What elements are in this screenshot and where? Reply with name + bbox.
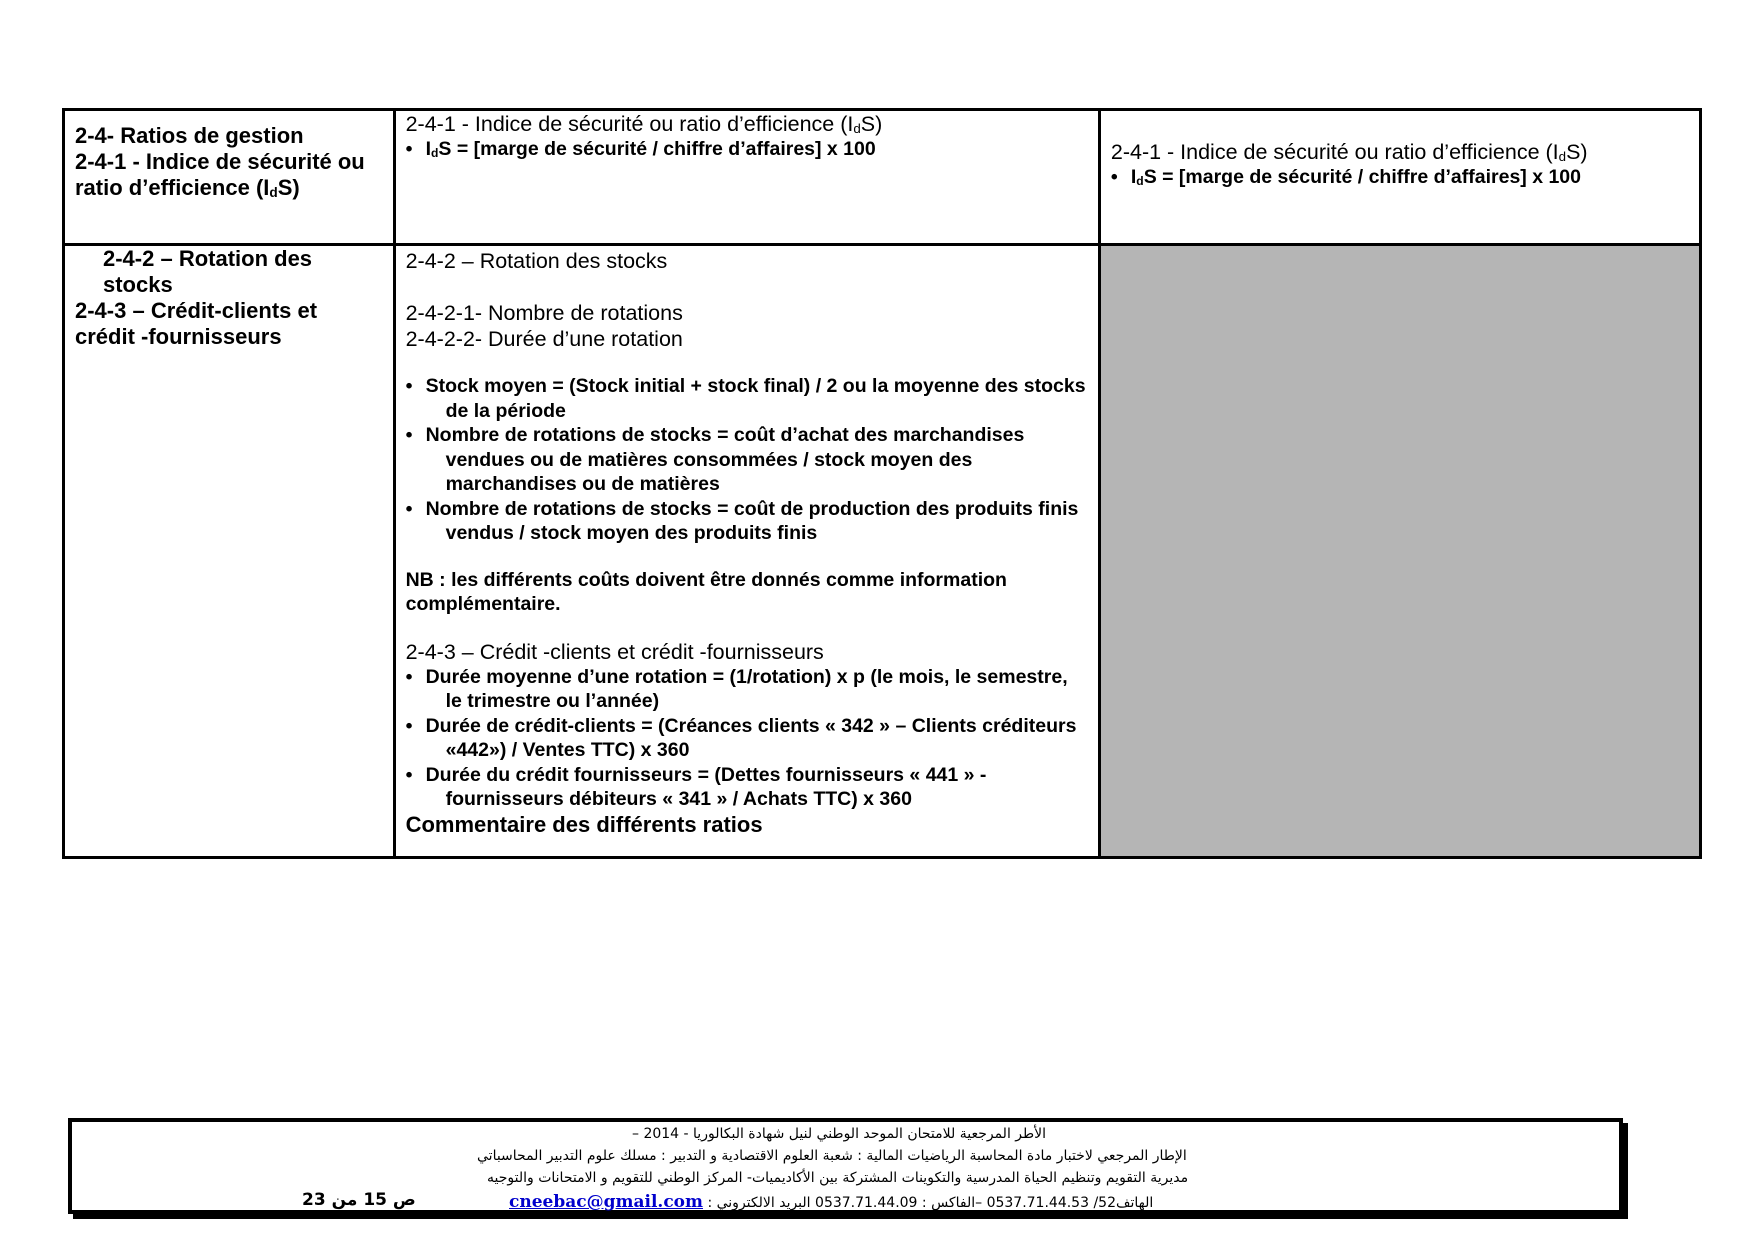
table-row <box>64 110 1701 245</box>
ids-formula-list <box>406 137 1088 162</box>
ids-formula: • $I_dS$ = [marge de sécurité / chiffre d’affaires] x 100 <box>1111 165 1689 190</box>
rotation-title: 2-4-2 – Rotation des <box>103 246 313 271</box>
list-item: • Durée de crédit-clients = (Créances clients « 342 » – Clients créditeurs «442») / Ventes TTC) x 360 <box>406 714 1088 763</box>
ids-heading: 2-4-1 - Indice de sécurité ou ratio d’efficience $(I_dS)$ <box>1110 140 1588 164</box>
footer-phone-fax: الهاتف52/ 0537.71.44.53 –الفاكس : 0537.71.44.09 البريد الالكتروني : <box>707 1195 1154 1211</box>
row1-content-cell <box>394 110 1099 245</box>
stock-formula-list <box>406 374 1088 546</box>
row1-title-cell <box>64 110 395 245</box>
comment-heading: Commentaire des différents ratios <box>405 811 763 837</box>
footer-directorate: مديرية التقويم وتنظيم الحياة المدرسية والتكوينات المشتركة بين الأكاديميات- المركز الوطني للتقويم و الامتحانات والتوجيه <box>487 1170 1189 1186</box>
list-item: • Durée du crédit fournisseurs = (Dettes fournisseurs « 441 » - fournisseurs débiteurs « 341 » / Achats TTC) x 360 <box>406 763 1088 812</box>
row2-title-cell <box>64 245 395 858</box>
row1-answer-cell <box>1099 110 1700 245</box>
subsection-title: 2-4-1 - Indice de sécurité ou <box>75 149 365 174</box>
ids-formula: • $I_dS$ = [marge de sécurité / chiffre d’affaires] x 100 <box>406 137 1088 162</box>
footer-title: الأطر المرجعية للامتحان الموحد الوطني لنيل شهادة البكالوريا - 2014 – <box>632 1126 1047 1142</box>
credit-heading: 2-4-3 – Crédit -clients et crédit -fournisseurs <box>405 639 824 664</box>
page-footer <box>68 1118 1623 1214</box>
table-row <box>64 245 1701 858</box>
list-item: • Nombre de rotations de stocks = coût de production des produits finis vendus / stock moyen des produits finis <box>406 497 1088 546</box>
row2-content-cell <box>394 245 1099 858</box>
footer-contact <box>509 1192 1153 1212</box>
row2-empty-answer-cell <box>1099 245 1700 858</box>
subsection-title-cont: ratio d’efficience $(I_dS)$ <box>75 175 300 200</box>
rotation-count-heading: 2-4-2-1- Nombre de rotations <box>405 301 683 325</box>
ratios-table <box>62 108 1702 859</box>
credit-formula-list <box>406 665 1088 812</box>
rotation-duration-heading: 2-4-2-2- Durée d’une rotation <box>405 327 683 351</box>
nb-note: NB : les différents coûts doivent être donnés comme information complémentaire. <box>405 568 1007 615</box>
credit-title-cont: crédit -fournisseurs <box>75 324 282 349</box>
footer-subtitle: الإطار المرجعي لاختبار مادة المحاسبة الرياضيات المالية : شعبة العلوم الاقتصادية و التدبير : مسلك علوم التدبير المحاسباتي <box>477 1148 1187 1164</box>
ids-heading: 2-4-1 - Indice de sécurité ou ratio d’efficience $(I_dS)$ <box>405 112 883 136</box>
list-item: • Stock moyen = (Stock initial + stock final) / 2 ou la moyenne des stocks de la période <box>406 374 1088 423</box>
ids-formula-list <box>1111 165 1689 190</box>
rotation-heading: 2-4-2 – Rotation des stocks <box>405 249 668 273</box>
list-item: • Nombre de rotations de stocks = coût d’achat des marchandises vendues ou de matières consommées / stock moyen des marchandises ou de matières <box>406 423 1088 497</box>
section-title: 2-4- Ratios de gestion <box>75 123 304 148</box>
credit-title: 2-4-3 – Crédit-clients et <box>75 298 318 323</box>
list-item: • Durée moyenne d’une rotation = (1/rotation) x p (le mois, le semestre, le trimestre ou l’année) <box>406 665 1088 714</box>
page-number: ص 15 من 23 <box>302 1190 416 1210</box>
rotation-title-cont: stocks <box>103 272 173 297</box>
email-link[interactable]: cneebac@gmail.com <box>509 1192 703 1212</box>
